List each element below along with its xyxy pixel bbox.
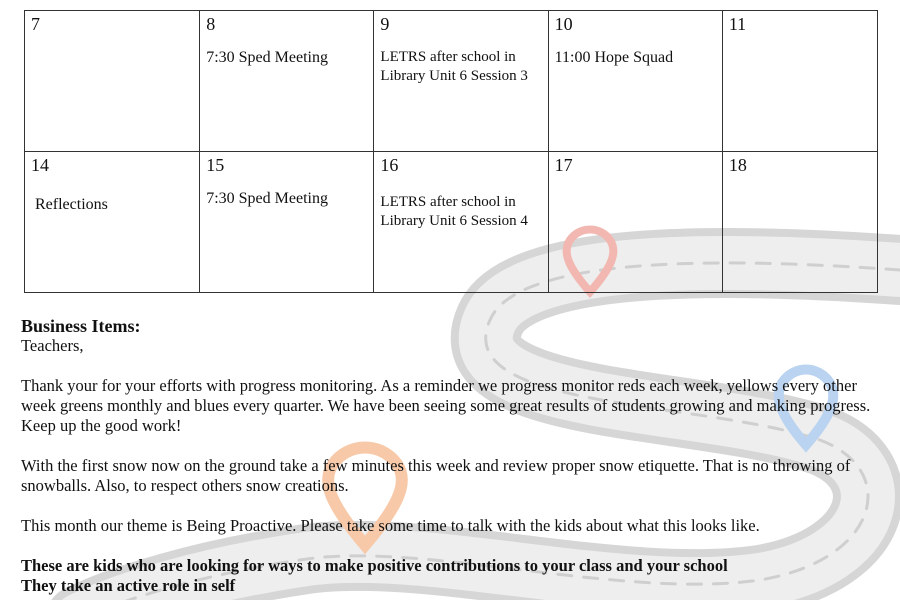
calendar-cell (200, 152, 374, 293)
day-number: 7 (31, 14, 40, 34)
paragraph-monthly-theme: This month our theme is Being Proactive. Please take some time to talk with the kids about what this looks like. (21, 516, 760, 535)
calendar-event: 11:00 Hope Squad (554, 49, 674, 66)
calendar-event: 7:30 Sped Meeting (206, 190, 328, 207)
paragraph-snow-etiquette: With the first snow now on the ground take a few minutes this week and review proper snow etiquette. That is no throwing of snowballs. Also, to respect others snow creations. (21, 456, 851, 495)
calendar-cell (548, 152, 722, 293)
calendar-cell (25, 11, 200, 152)
calendar-week-row (25, 11, 878, 152)
bold-notes (21, 556, 881, 596)
bold-line: They take an active role in self (21, 576, 236, 595)
calendar-cell (200, 11, 374, 152)
day-number: 18 (728, 155, 747, 175)
day-number: 9 (380, 14, 390, 34)
day-number: 10 (554, 14, 573, 34)
day-number: 16 (380, 155, 399, 175)
day-number: 8 (206, 14, 216, 34)
calendar-event: LETRS after school in Library Unit 6 Session 4 (380, 194, 528, 229)
calendar-event: Reflections (35, 196, 108, 213)
calendar-event: LETRS after school in Library Unit 6 Session 3 (380, 49, 528, 84)
calendar-cell (722, 11, 877, 152)
calendar-cell (25, 152, 200, 293)
calendar-grid (24, 10, 878, 293)
day-number: 15 (206, 155, 225, 175)
day-number: 14 (31, 155, 49, 175)
calendar-cell (374, 152, 548, 293)
greeting: Teachers, (21, 336, 84, 355)
bold-line: These are kids who are looking for ways to make positive contributions to your class and your school (21, 556, 728, 575)
calendar-cell (548, 11, 722, 152)
paragraph-progress-monitoring: Thank your for your efforts with progress monitoring. As a reminder we progress monitor reds each week, yellows every other week greens monthly and blues every quarter. We have been seeing some great results of students growing and making progress. Keep up the good work! (21, 376, 871, 435)
calendar-cell (722, 152, 877, 293)
section-heading: Business Items: (21, 316, 141, 336)
day-number: 11 (728, 14, 747, 34)
business-items-section (21, 316, 881, 596)
calendar-event: 7:30 Sped Meeting (206, 49, 328, 66)
day-number: 17 (554, 155, 573, 175)
calendar-cell (374, 11, 548, 152)
calendar-week-row (25, 152, 878, 293)
